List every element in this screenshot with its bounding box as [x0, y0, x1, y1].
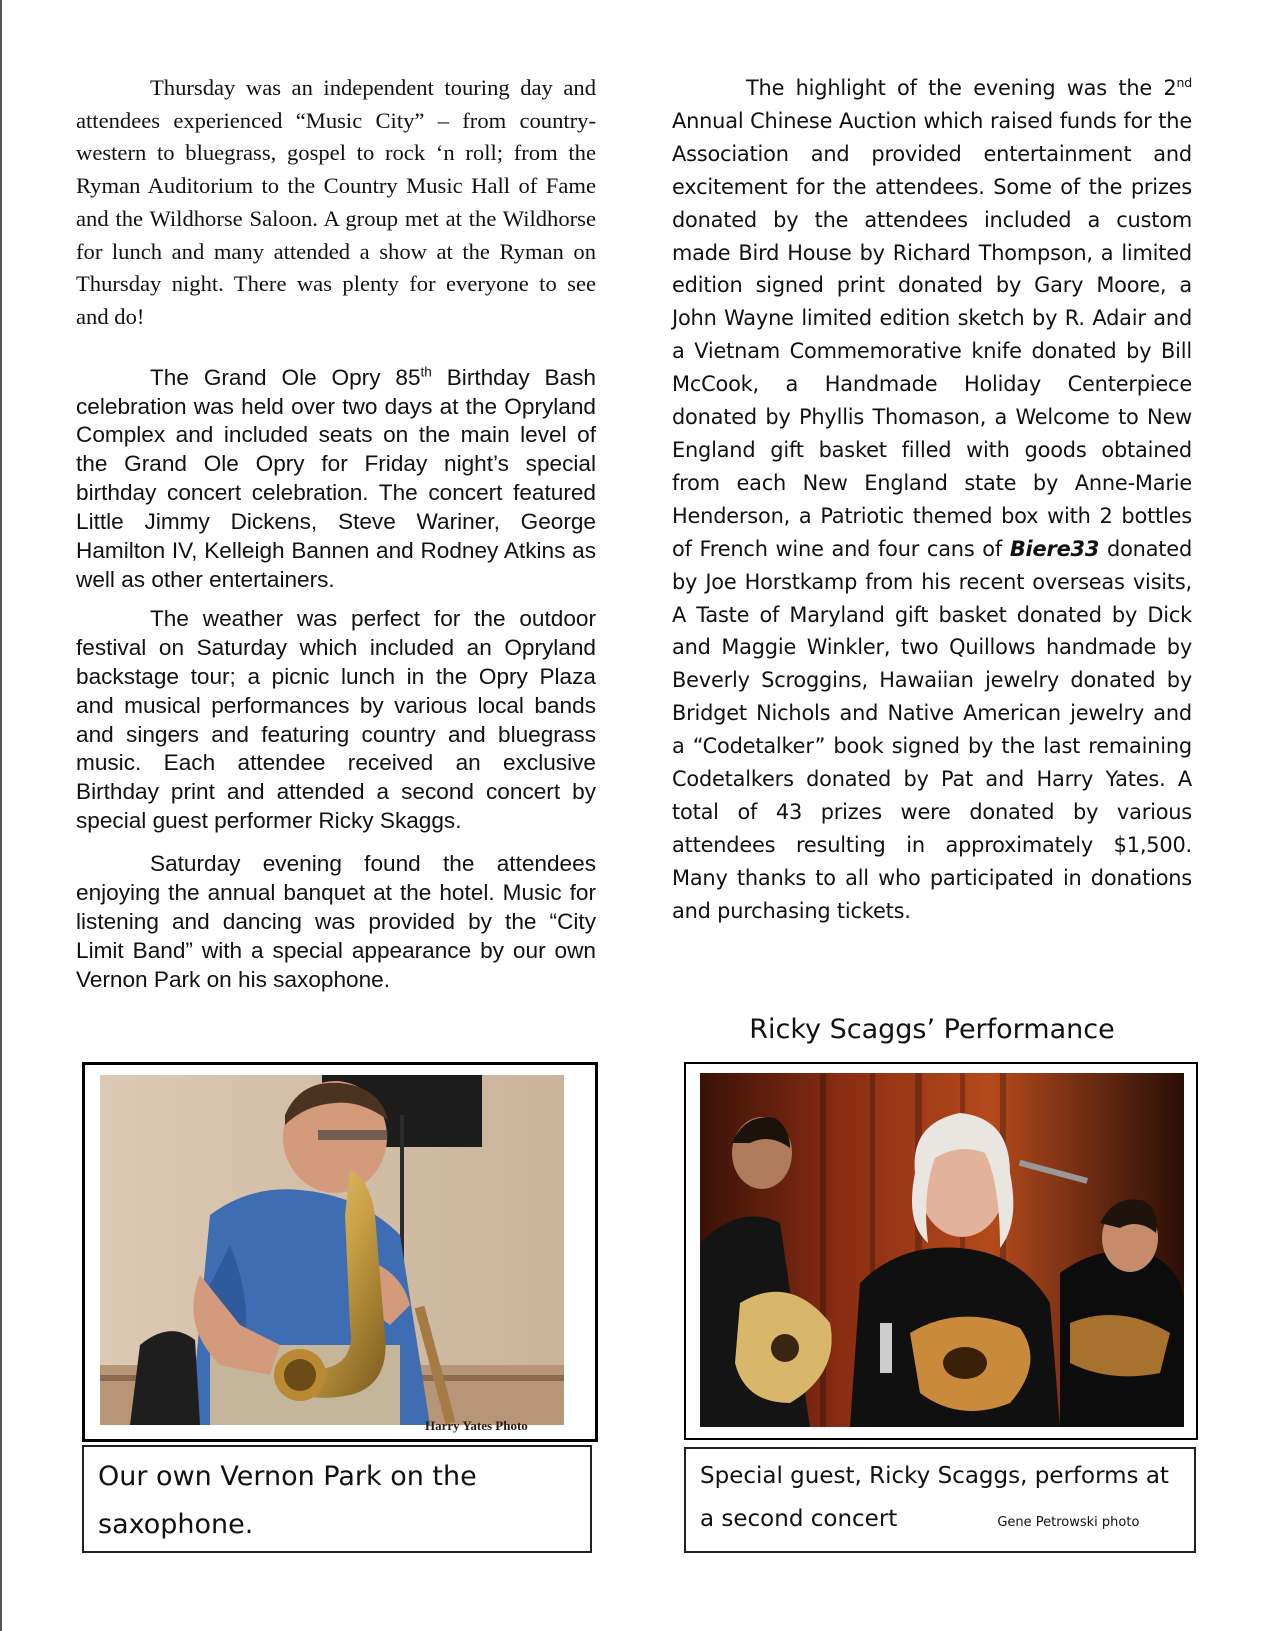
- paragraph-chinese-auction: The highlight of the evening was the 2nd Annual Chinese Auction which raised funds for the Association and provided entertainment and excitement for the attendees. Some of the prizes donated by the attendees included a custom made Bird House by Richard Thompson, a limited edition signed print donated by Gary Moore, a John Wayne limited edition sketch by R. Adair and a Vietnam Commemorative knife donated by Bill McCook, a Handmade Holiday Centerpiece donated by Phyllis Thomason, a Welcome to New England gift basket filled with goods obtained from each New England state by Anne-Marie Henderson, a Patriotic themed box with 2 bottles of French wine and four cans of Biere33 donated by Joe Horstkamp from his recent overseas visits, A Taste of Maryland gift basket donated by Dick and Maggie Winkler, two Quillows handmade by Beverly Scroggins, Hawaiian jewelry donated by Bridget Nichols and Native American jewelry and a “Codetalker” book signed by the last remaining Codetalkers donated by Pat and Harry Yates. A total of 43 prizes were donated by various attendees resulting in approximately $1,500. Many thanks to all who participated in donations and purchasing tickets.: [672, 75, 1192, 923]
- caption-saxophone: Our own Vernon Park on the saxophone.: [82, 1445, 592, 1553]
- ricky-scaggs-performance-image: [700, 1073, 1184, 1427]
- page-edge: [0, 0, 2, 1631]
- caption-line-2: a second concert Gene Petrowski photo: [700, 1506, 1140, 1532]
- right-column: [672, 68, 1192, 928]
- paragraph-opry-birthday: The Grand Ole Opry 85th Birthday Bash celebration was held over two days at the Opryland Complex and included seats on the main level of the Grand Ole Opry for Friday night’s special birthday concert celebration. The concert featured Little Jimmy Dickens, Steve Wariner, George Hamilton IV, Kelleigh Bannen and Rodney Atkins as well as other entertainers.: [76, 364, 596, 592]
- photo-credit-gene-petrowski: Gene Petrowski photo: [997, 1515, 1140, 1530]
- saxophone-photo: [100, 1075, 564, 1425]
- photo-heading-ricky-scaggs: Ricky Scaggs’ Performance: [749, 1014, 1115, 1045]
- caption-line-1: Special guest, Ricky Scaggs, performs at: [700, 1463, 1169, 1489]
- paragraph-saturday-evening: Saturday evening found the attendees enjoying the annual banquet at the hotel. Music for listening and dancing was provided by the “City Limit Band” with a special appearance by our own Vernon Park on his saxophone.: [76, 851, 596, 992]
- photo-credit-harry-yates: Harry Yates Photo: [425, 1418, 528, 1433]
- saxophone-player-image: [100, 1075, 564, 1425]
- paragraph-weather: The weather was perfect for the outdoor festival on Saturday which included an Opryland backstage tour; a picnic lunch in the Opry Plaza and musical performances by various local bands and singers and featuring country and bluegrass music. Each attendee received an exclusive Birthday print and attended a second concert by special guest performer Ricky Skaggs.: [76, 605, 596, 834]
- left-column: [76, 68, 596, 995]
- caption-ricky-scaggs: [684, 1447, 1196, 1553]
- paragraph-thursday: Thursday was an independent touring day and attendees experienced “Music City” – from country-western to bluegrass, gospel to rock ‘n roll; from the Ryman Auditorium to the Country Music Hall of Fame and the Wildhorse Saloon. A group met at the Wildhorse for lunch and many attended a show at the Ryman on Thursday night. There was plenty for everyone to see and do!: [76, 75, 596, 329]
- ricky-scaggs-photo: [700, 1073, 1184, 1427]
